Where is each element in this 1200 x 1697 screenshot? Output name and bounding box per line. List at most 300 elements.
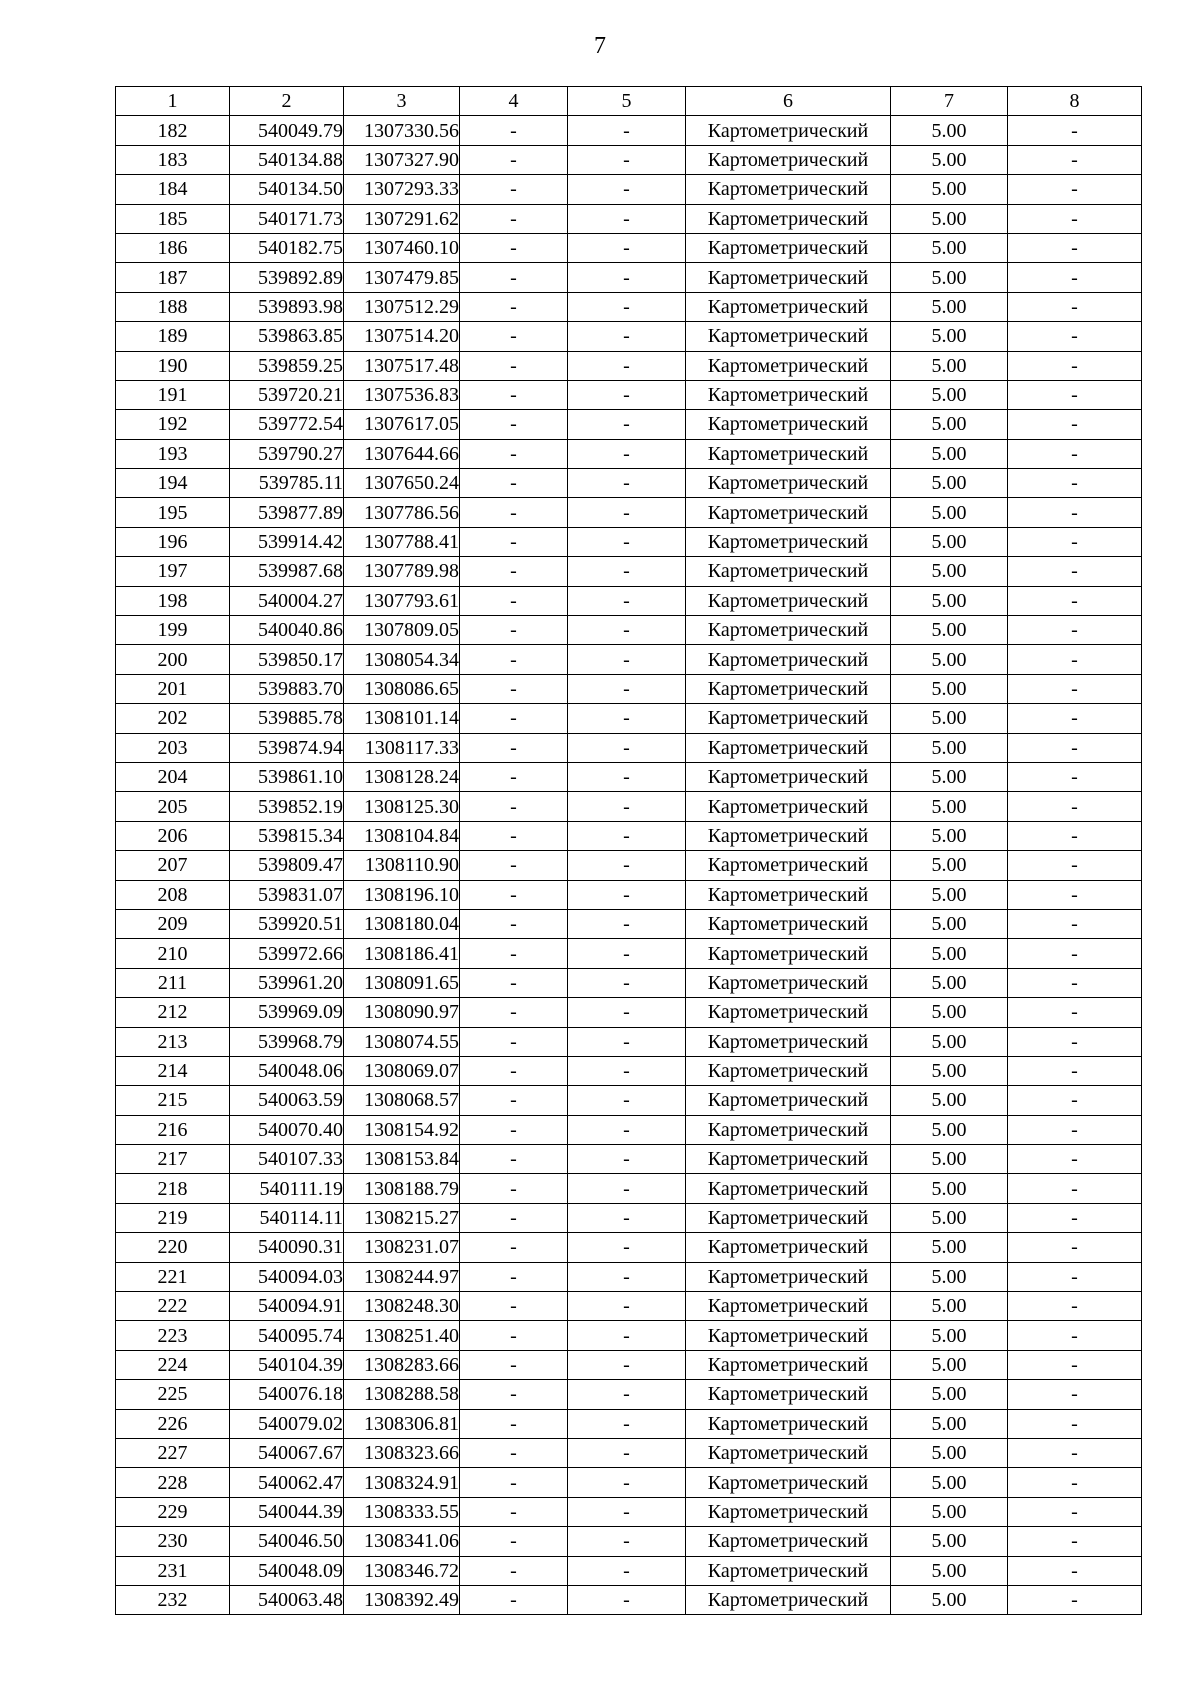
y-coordinate-cell: 1308074.55 (344, 1027, 460, 1056)
accuracy-cell: 5.00 (891, 616, 1008, 645)
x-coordinate-cell: 540095.74 (230, 1321, 344, 1350)
method-cell: Картометрический (686, 733, 891, 762)
column-4-cell: - (460, 1292, 568, 1321)
point-number-cell: 191 (116, 380, 230, 409)
method-cell: Картометрический (686, 909, 891, 938)
column-4-cell: - (460, 586, 568, 615)
table-row (116, 1350, 1142, 1379)
point-number-cell: 187 (116, 263, 230, 292)
column-8-cell: - (1008, 645, 1142, 674)
point-number-cell: 186 (116, 233, 230, 262)
method-cell: Картометрический (686, 204, 891, 233)
y-coordinate-cell: 1308110.90 (344, 851, 460, 880)
x-coordinate-cell: 539987.68 (230, 557, 344, 586)
table-row (116, 880, 1142, 909)
point-number-cell: 211 (116, 968, 230, 997)
accuracy-cell: 5.00 (891, 116, 1008, 145)
method-cell: Картометрический (686, 674, 891, 703)
y-coordinate-cell: 1308244.97 (344, 1262, 460, 1291)
column-4-cell: - (460, 263, 568, 292)
point-number-cell: 197 (116, 557, 230, 586)
method-cell: Картометрический (686, 233, 891, 262)
column-5-cell: - (568, 909, 686, 938)
column-5-cell: - (568, 351, 686, 380)
x-coordinate-cell: 540063.48 (230, 1585, 344, 1614)
y-coordinate-cell: 1308346.72 (344, 1556, 460, 1585)
point-number-cell: 208 (116, 880, 230, 909)
y-coordinate-cell: 1307517.48 (344, 351, 460, 380)
x-coordinate-cell: 540044.39 (230, 1497, 344, 1526)
header-row (116, 87, 1142, 116)
column-8-cell: - (1008, 1262, 1142, 1291)
accuracy-cell: 5.00 (891, 821, 1008, 850)
method-cell: Картометрический (686, 498, 891, 527)
method-cell: Картометрический (686, 1321, 891, 1350)
x-coordinate-cell: 540004.27 (230, 586, 344, 615)
table-body (116, 116, 1142, 1615)
x-coordinate-cell: 540090.31 (230, 1233, 344, 1262)
y-coordinate-cell: 1308091.65 (344, 968, 460, 997)
column-8-cell: - (1008, 1321, 1142, 1350)
point-number-cell: 222 (116, 1292, 230, 1321)
point-number-cell: 220 (116, 1233, 230, 1262)
accuracy-cell: 5.00 (891, 1350, 1008, 1379)
y-coordinate-cell: 1307786.56 (344, 498, 460, 527)
y-coordinate-cell: 1308128.24 (344, 762, 460, 791)
column-header: 3 (344, 87, 460, 116)
table-row (116, 645, 1142, 674)
method-cell: Картометрический (686, 322, 891, 351)
accuracy-cell: 5.00 (891, 1174, 1008, 1203)
method-cell: Картометрический (686, 1380, 891, 1409)
column-5-cell: - (568, 410, 686, 439)
method-cell: Картометрический (686, 1409, 891, 1438)
y-coordinate-cell: 1308188.79 (344, 1174, 460, 1203)
table-row (116, 1380, 1142, 1409)
column-5-cell: - (568, 263, 686, 292)
accuracy-cell: 5.00 (891, 939, 1008, 968)
column-header: 6 (686, 87, 891, 116)
column-5-cell: - (568, 1233, 686, 1262)
column-8-cell: - (1008, 204, 1142, 233)
column-4-cell: - (460, 762, 568, 791)
column-4-cell: - (460, 1056, 568, 1085)
method-cell: Картометрический (686, 1115, 891, 1144)
point-number-cell: 195 (116, 498, 230, 527)
method-cell: Картометрический (686, 939, 891, 968)
column-8-cell: - (1008, 175, 1142, 204)
point-number-cell: 219 (116, 1203, 230, 1232)
y-coordinate-cell: 1308283.66 (344, 1350, 460, 1379)
accuracy-cell: 5.00 (891, 586, 1008, 615)
column-4-cell: - (460, 322, 568, 351)
table-row (116, 1174, 1142, 1203)
x-coordinate-cell: 539877.89 (230, 498, 344, 527)
column-4-cell: - (460, 821, 568, 850)
column-8-cell: - (1008, 762, 1142, 791)
x-coordinate-cell: 539785.11 (230, 469, 344, 498)
column-4-cell: - (460, 1497, 568, 1526)
column-8-cell: - (1008, 616, 1142, 645)
column-4-cell: - (460, 233, 568, 262)
column-8-cell: - (1008, 498, 1142, 527)
method-cell: Картометрический (686, 1056, 891, 1085)
x-coordinate-cell: 540076.18 (230, 1380, 344, 1409)
column-4-cell: - (460, 704, 568, 733)
column-4-cell: - (460, 351, 568, 380)
method-cell: Картометрический (686, 1174, 891, 1203)
y-coordinate-cell: 1307293.33 (344, 175, 460, 204)
column-4-cell: - (460, 1145, 568, 1174)
column-5-cell: - (568, 1086, 686, 1115)
accuracy-cell: 5.00 (891, 204, 1008, 233)
accuracy-cell: 5.00 (891, 880, 1008, 909)
column-5-cell: - (568, 527, 686, 556)
x-coordinate-cell: 539861.10 (230, 762, 344, 791)
point-number-cell: 190 (116, 351, 230, 380)
column-8-cell: - (1008, 939, 1142, 968)
table-row (116, 469, 1142, 498)
column-4-cell: - (460, 1027, 568, 1056)
x-coordinate-cell: 540049.79 (230, 116, 344, 145)
point-number-cell: 194 (116, 469, 230, 498)
column-5-cell: - (568, 1438, 686, 1467)
method-cell: Картометрический (686, 880, 891, 909)
table-row (116, 498, 1142, 527)
x-coordinate-cell: 539772.54 (230, 410, 344, 439)
column-4-cell: - (460, 1174, 568, 1203)
x-coordinate-cell: 540134.88 (230, 145, 344, 174)
column-4-cell: - (460, 1086, 568, 1115)
column-4-cell: - (460, 380, 568, 409)
column-8-cell: - (1008, 998, 1142, 1027)
x-coordinate-cell: 540070.40 (230, 1115, 344, 1144)
x-coordinate-cell: 539961.20 (230, 968, 344, 997)
column-8-cell: - (1008, 821, 1142, 850)
column-8-cell: - (1008, 1497, 1142, 1526)
column-8-cell: - (1008, 1585, 1142, 1614)
accuracy-cell: 5.00 (891, 851, 1008, 880)
column-5-cell: - (568, 821, 686, 850)
column-5-cell: - (568, 439, 686, 468)
point-number-cell: 231 (116, 1556, 230, 1585)
point-number-cell: 229 (116, 1497, 230, 1526)
point-number-cell: 203 (116, 733, 230, 762)
method-cell: Картометрический (686, 410, 891, 439)
column-4-cell: - (460, 498, 568, 527)
table-row (116, 263, 1142, 292)
accuracy-cell: 5.00 (891, 1556, 1008, 1585)
table-row (116, 733, 1142, 762)
column-8-cell: - (1008, 1056, 1142, 1085)
column-5-cell: - (568, 704, 686, 733)
column-8-cell: - (1008, 1292, 1142, 1321)
method-cell: Картометрический (686, 821, 891, 850)
accuracy-cell: 5.00 (891, 527, 1008, 556)
table-row (116, 116, 1142, 145)
method-cell: Картометрический (686, 1556, 891, 1585)
column-5-cell: - (568, 1145, 686, 1174)
column-4-cell: - (460, 939, 568, 968)
column-8-cell: - (1008, 380, 1142, 409)
x-coordinate-cell: 540046.50 (230, 1527, 344, 1556)
column-5-cell: - (568, 1380, 686, 1409)
x-coordinate-cell: 540048.06 (230, 1056, 344, 1085)
coordinates-table (115, 86, 1142, 1615)
point-number-cell: 218 (116, 1174, 230, 1203)
column-8-cell: - (1008, 1556, 1142, 1585)
column-5-cell: - (568, 498, 686, 527)
table-row (116, 410, 1142, 439)
column-5-cell: - (568, 175, 686, 204)
x-coordinate-cell: 540094.91 (230, 1292, 344, 1321)
method-cell: Картометрический (686, 792, 891, 821)
method-cell: Картометрический (686, 145, 891, 174)
table-row (116, 704, 1142, 733)
method-cell: Картометрический (686, 175, 891, 204)
column-5-cell: - (568, 733, 686, 762)
method-cell: Картометрический (686, 851, 891, 880)
point-number-cell: 227 (116, 1438, 230, 1467)
column-5-cell: - (568, 1527, 686, 1556)
y-coordinate-cell: 1308054.34 (344, 645, 460, 674)
column-8-cell: - (1008, 1409, 1142, 1438)
table-row (116, 1321, 1142, 1350)
column-8-cell: - (1008, 527, 1142, 556)
column-4-cell: - (460, 1438, 568, 1467)
method-cell: Картометрический (686, 1203, 891, 1232)
column-4-cell: - (460, 1203, 568, 1232)
y-coordinate-cell: 1308288.58 (344, 1380, 460, 1409)
column-5-cell: - (568, 674, 686, 703)
column-5-cell: - (568, 145, 686, 174)
accuracy-cell: 5.00 (891, 674, 1008, 703)
table-row (116, 1086, 1142, 1115)
method-cell: Картометрический (686, 616, 891, 645)
accuracy-cell: 5.00 (891, 1203, 1008, 1232)
column-5-cell: - (568, 1350, 686, 1379)
point-number-cell: 210 (116, 939, 230, 968)
accuracy-cell: 5.00 (891, 909, 1008, 938)
table-row (116, 1027, 1142, 1056)
accuracy-cell: 5.00 (891, 645, 1008, 674)
column-4-cell: - (460, 557, 568, 586)
column-5-cell: - (568, 233, 686, 262)
y-coordinate-cell: 1307809.05 (344, 616, 460, 645)
column-4-cell: - (460, 880, 568, 909)
column-4-cell: - (460, 1409, 568, 1438)
method-cell: Картометрический (686, 351, 891, 380)
column-4-cell: - (460, 851, 568, 880)
method-cell: Картометрический (686, 263, 891, 292)
table-row (116, 1203, 1142, 1232)
x-coordinate-cell: 540114.11 (230, 1203, 344, 1232)
column-8-cell: - (1008, 586, 1142, 615)
table-row (116, 1527, 1142, 1556)
x-coordinate-cell: 540063.59 (230, 1086, 344, 1115)
accuracy-cell: 5.00 (891, 233, 1008, 262)
point-number-cell: 215 (116, 1086, 230, 1115)
table-row (116, 1292, 1142, 1321)
accuracy-cell: 5.00 (891, 322, 1008, 351)
y-coordinate-cell: 1308251.40 (344, 1321, 460, 1350)
method-cell: Картометрический (686, 1027, 891, 1056)
column-8-cell: - (1008, 851, 1142, 880)
column-header: 7 (891, 87, 1008, 116)
column-4-cell: - (460, 1527, 568, 1556)
y-coordinate-cell: 1307291.62 (344, 204, 460, 233)
table-row (116, 998, 1142, 1027)
column-4-cell: - (460, 145, 568, 174)
column-5-cell: - (568, 1115, 686, 1144)
accuracy-cell: 5.00 (891, 792, 1008, 821)
column-5-cell: - (568, 1468, 686, 1497)
y-coordinate-cell: 1308104.84 (344, 821, 460, 850)
column-5-cell: - (568, 1174, 686, 1203)
method-cell: Картометрический (686, 1527, 891, 1556)
table-row (116, 1585, 1142, 1614)
table-row (116, 762, 1142, 791)
x-coordinate-cell: 539809.47 (230, 851, 344, 880)
column-4-cell: - (460, 792, 568, 821)
y-coordinate-cell: 1307460.10 (344, 233, 460, 262)
column-8-cell: - (1008, 439, 1142, 468)
column-5-cell: - (568, 851, 686, 880)
y-coordinate-cell: 1307788.41 (344, 527, 460, 556)
y-coordinate-cell: 1308333.55 (344, 1497, 460, 1526)
y-coordinate-cell: 1308215.27 (344, 1203, 460, 1232)
column-8-cell: - (1008, 674, 1142, 703)
column-5-cell: - (568, 998, 686, 1027)
table-row (116, 1409, 1142, 1438)
point-number-cell: 216 (116, 1115, 230, 1144)
column-8-cell: - (1008, 1174, 1142, 1203)
x-coordinate-cell: 540040.86 (230, 616, 344, 645)
point-number-cell: 226 (116, 1409, 230, 1438)
column-8-cell: - (1008, 792, 1142, 821)
column-5-cell: - (568, 1497, 686, 1526)
y-coordinate-cell: 1308086.65 (344, 674, 460, 703)
y-coordinate-cell: 1308153.84 (344, 1145, 460, 1174)
method-cell: Картометрический (686, 116, 891, 145)
accuracy-cell: 5.00 (891, 263, 1008, 292)
x-coordinate-cell: 539914.42 (230, 527, 344, 556)
column-4-cell: - (460, 1468, 568, 1497)
table-row (116, 586, 1142, 615)
column-4-cell: - (460, 1585, 568, 1614)
column-5-cell: - (568, 1056, 686, 1085)
column-4-cell: - (460, 410, 568, 439)
column-4-cell: - (460, 674, 568, 703)
point-number-cell: 188 (116, 292, 230, 321)
point-number-cell: 185 (116, 204, 230, 233)
method-cell: Картометрический (686, 527, 891, 556)
table-row (116, 292, 1142, 321)
table-row (116, 1262, 1142, 1291)
column-8-cell: - (1008, 733, 1142, 762)
column-4-cell: - (460, 1321, 568, 1350)
column-4-cell: - (460, 469, 568, 498)
column-8-cell: - (1008, 1350, 1142, 1379)
table-row (116, 939, 1142, 968)
accuracy-cell: 5.00 (891, 1585, 1008, 1614)
column-header: 5 (568, 87, 686, 116)
column-8-cell: - (1008, 410, 1142, 439)
y-coordinate-cell: 1308392.49 (344, 1585, 460, 1614)
column-4-cell: - (460, 909, 568, 938)
column-8-cell: - (1008, 1527, 1142, 1556)
y-coordinate-cell: 1307650.24 (344, 469, 460, 498)
point-number-cell: 214 (116, 1056, 230, 1085)
table-row (116, 204, 1142, 233)
table-row (116, 380, 1142, 409)
column-4-cell: - (460, 292, 568, 321)
column-5-cell: - (568, 645, 686, 674)
column-5-cell: - (568, 586, 686, 615)
column-4-cell: - (460, 968, 568, 997)
column-5-cell: - (568, 469, 686, 498)
point-number-cell: 212 (116, 998, 230, 1027)
method-cell: Картометрический (686, 1086, 891, 1115)
column-4-cell: - (460, 1262, 568, 1291)
column-4-cell: - (460, 1115, 568, 1144)
x-coordinate-cell: 539874.94 (230, 733, 344, 762)
method-cell: Картометрический (686, 704, 891, 733)
x-coordinate-cell: 540048.09 (230, 1556, 344, 1585)
x-coordinate-cell: 539893.98 (230, 292, 344, 321)
column-8-cell: - (1008, 1203, 1142, 1232)
x-coordinate-cell: 540094.03 (230, 1262, 344, 1291)
x-coordinate-cell: 539968.79 (230, 1027, 344, 1056)
method-cell: Картометрический (686, 380, 891, 409)
column-8-cell: - (1008, 351, 1142, 380)
method-cell: Картометрический (686, 1350, 891, 1379)
column-5-cell: - (568, 616, 686, 645)
table-row (116, 527, 1142, 556)
y-coordinate-cell: 1307330.56 (344, 116, 460, 145)
column-8-cell: - (1008, 469, 1142, 498)
table-row (116, 1056, 1142, 1085)
x-coordinate-cell: 539850.17 (230, 645, 344, 674)
x-coordinate-cell: 539859.25 (230, 351, 344, 380)
point-number-cell: 225 (116, 1380, 230, 1409)
x-coordinate-cell: 539969.09 (230, 998, 344, 1027)
column-5-cell: - (568, 1027, 686, 1056)
x-coordinate-cell: 539972.66 (230, 939, 344, 968)
table-row (116, 1233, 1142, 1262)
method-cell: Картометрический (686, 998, 891, 1027)
x-coordinate-cell: 539863.85 (230, 322, 344, 351)
column-4-cell: - (460, 616, 568, 645)
table-row (116, 1438, 1142, 1467)
accuracy-cell: 5.00 (891, 351, 1008, 380)
table-row (116, 233, 1142, 262)
y-coordinate-cell: 1308090.97 (344, 998, 460, 1027)
x-coordinate-cell: 539920.51 (230, 909, 344, 938)
column-header: 4 (460, 87, 568, 116)
column-5-cell: - (568, 1292, 686, 1321)
accuracy-cell: 5.00 (891, 145, 1008, 174)
column-8-cell: - (1008, 145, 1142, 174)
x-coordinate-cell: 540171.73 (230, 204, 344, 233)
point-number-cell: 182 (116, 116, 230, 145)
table-row (116, 145, 1142, 174)
method-cell: Картометрический (686, 1585, 891, 1614)
method-cell: Картометрический (686, 1233, 891, 1262)
column-header: 8 (1008, 87, 1142, 116)
y-coordinate-cell: 1308154.92 (344, 1115, 460, 1144)
table-row (116, 792, 1142, 821)
